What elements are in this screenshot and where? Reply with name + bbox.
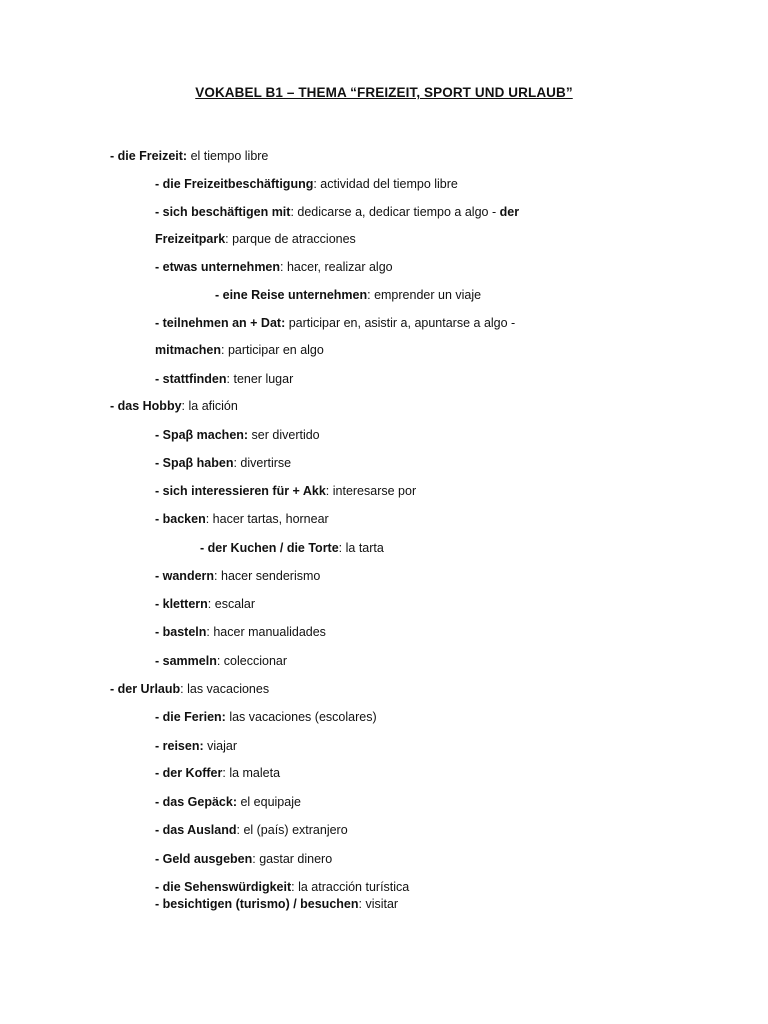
vocab-definition: : interesarse por xyxy=(325,484,417,498)
vocab-term: - der Kuchen / die Torte xyxy=(200,541,339,555)
vocab-line xyxy=(110,149,268,164)
vocab-definition: : divertirse xyxy=(233,456,292,470)
vocab-line xyxy=(155,232,356,247)
vocab-line xyxy=(155,372,293,387)
vocab-definition: : las vacaciones xyxy=(180,682,270,696)
vocab-term: - die Freizeit: xyxy=(110,149,188,163)
vocab-term: - teilnehmen an + Dat: xyxy=(155,316,286,330)
vocab-line xyxy=(155,625,326,640)
vocab-line xyxy=(155,795,301,810)
vocab-line xyxy=(110,399,238,414)
vocab-line xyxy=(155,316,515,331)
vocab-term: - der Koffer xyxy=(155,766,223,780)
vocab-line xyxy=(200,541,384,556)
vocab-term: - stattfinden xyxy=(155,372,227,386)
vocab-definition: : actividad del tiempo libre xyxy=(313,177,458,191)
vocab-definition: las vacaciones (escolares) xyxy=(225,710,377,724)
vocab-definition: : hacer tartas, hornear xyxy=(205,512,329,526)
vocab-line xyxy=(155,484,416,499)
vocab-line xyxy=(155,710,377,725)
vocab-definition: : el (país) extranjero xyxy=(236,823,348,837)
vocab-term: - der Urlaub xyxy=(110,682,181,696)
vocab-term: - das Hobby xyxy=(110,399,182,413)
vocab-term: - das Gepäck: xyxy=(155,795,237,809)
vocab-term: Freizeitpark xyxy=(155,232,226,246)
vocab-definition: : dedicarse a, dedicar tiempo a algo - xyxy=(290,205,500,219)
vocab-definition: : hacer manualidades xyxy=(206,625,326,639)
vocab-line xyxy=(155,597,255,612)
vocab-definition: : gastar dinero xyxy=(252,852,333,866)
vocab-definition: : hacer, realizar algo xyxy=(280,260,393,274)
vocab-definition: el tiempo libre xyxy=(187,149,269,163)
vocab-definition: : coleccionar xyxy=(216,654,288,668)
vocab-term: - die Ferien: xyxy=(155,710,226,724)
vocab-line xyxy=(155,343,324,358)
vocab-definition: : emprender un viaje xyxy=(367,288,482,302)
vocab-term: - sammeln xyxy=(155,654,217,668)
vocab-line xyxy=(155,739,237,754)
vocab-line xyxy=(155,512,329,527)
vocab-definition: : tener lugar xyxy=(226,372,294,386)
vocab-line xyxy=(155,177,458,192)
vocab-line xyxy=(155,897,398,912)
vocab-line xyxy=(155,569,320,584)
vocab-definition: : la maleta xyxy=(222,766,281,780)
vocab-line xyxy=(155,428,320,443)
vocab-line xyxy=(155,260,393,275)
vocab-term: - sich beschäftigen mit xyxy=(155,205,291,219)
vocab-definition: : visitar xyxy=(358,897,399,911)
vocab-term: - die Sehenswürdigkeit xyxy=(155,880,292,894)
vocab-term: - reisen: xyxy=(155,739,204,753)
vocab-term: der xyxy=(499,205,520,219)
vocab-line xyxy=(155,766,280,781)
vocab-definition: : participar en algo xyxy=(221,343,324,357)
vocab-definition: : la afición xyxy=(181,399,238,413)
vocab-definition: : la tarta xyxy=(338,541,384,555)
vocab-term: - die Freizeitbeschäftigung xyxy=(155,177,314,191)
vocab-line xyxy=(215,288,481,303)
vocab-term: mitmachen xyxy=(155,343,221,357)
vocab-term: - eine Reise unternehmen xyxy=(215,288,368,302)
vocab-term: - Spaβ haben xyxy=(155,456,234,470)
vocab-definition: : hacer senderismo xyxy=(214,569,321,583)
vocab-definition: : parque de atracciones xyxy=(225,232,356,246)
vocab-definition: ser divertido xyxy=(248,428,320,442)
vocab-term: - klettern xyxy=(155,597,208,611)
vocab-term: - backen xyxy=(155,512,206,526)
vocab-term: - Geld ausgeben xyxy=(155,852,253,866)
vocab-line xyxy=(155,456,291,471)
vocab-line xyxy=(110,682,269,697)
vocab-definition: : escalar xyxy=(207,597,256,611)
vocab-term: - das Ausland xyxy=(155,823,237,837)
vocab-term: - sich interessieren für + Akk xyxy=(155,484,326,498)
vocab-definition: : la atracción turística xyxy=(291,880,410,894)
document-title: VOKABEL B1 – THEMA “FREIZEIT, SPORT UND URLAUB” xyxy=(195,85,573,100)
vocab-term: - wandern xyxy=(155,569,215,583)
vocab-line xyxy=(155,880,409,895)
vocab-term: - basteln xyxy=(155,625,207,639)
vocab-term: - etwas unternehmen xyxy=(155,260,281,274)
vocab-line xyxy=(155,654,287,669)
vocab-line xyxy=(155,205,519,220)
vocab-term: - Spaβ machen: xyxy=(155,428,249,442)
vocab-definition: viajar xyxy=(203,739,237,753)
vocab-line xyxy=(155,852,332,867)
vocab-term: - besichtigen (turismo) / besuchen xyxy=(155,897,359,911)
vocab-line xyxy=(155,823,348,838)
vocab-definition: el equipaje xyxy=(236,795,301,809)
vocab-definition: participar en, asistir a, apuntarse a algo - xyxy=(285,316,516,330)
